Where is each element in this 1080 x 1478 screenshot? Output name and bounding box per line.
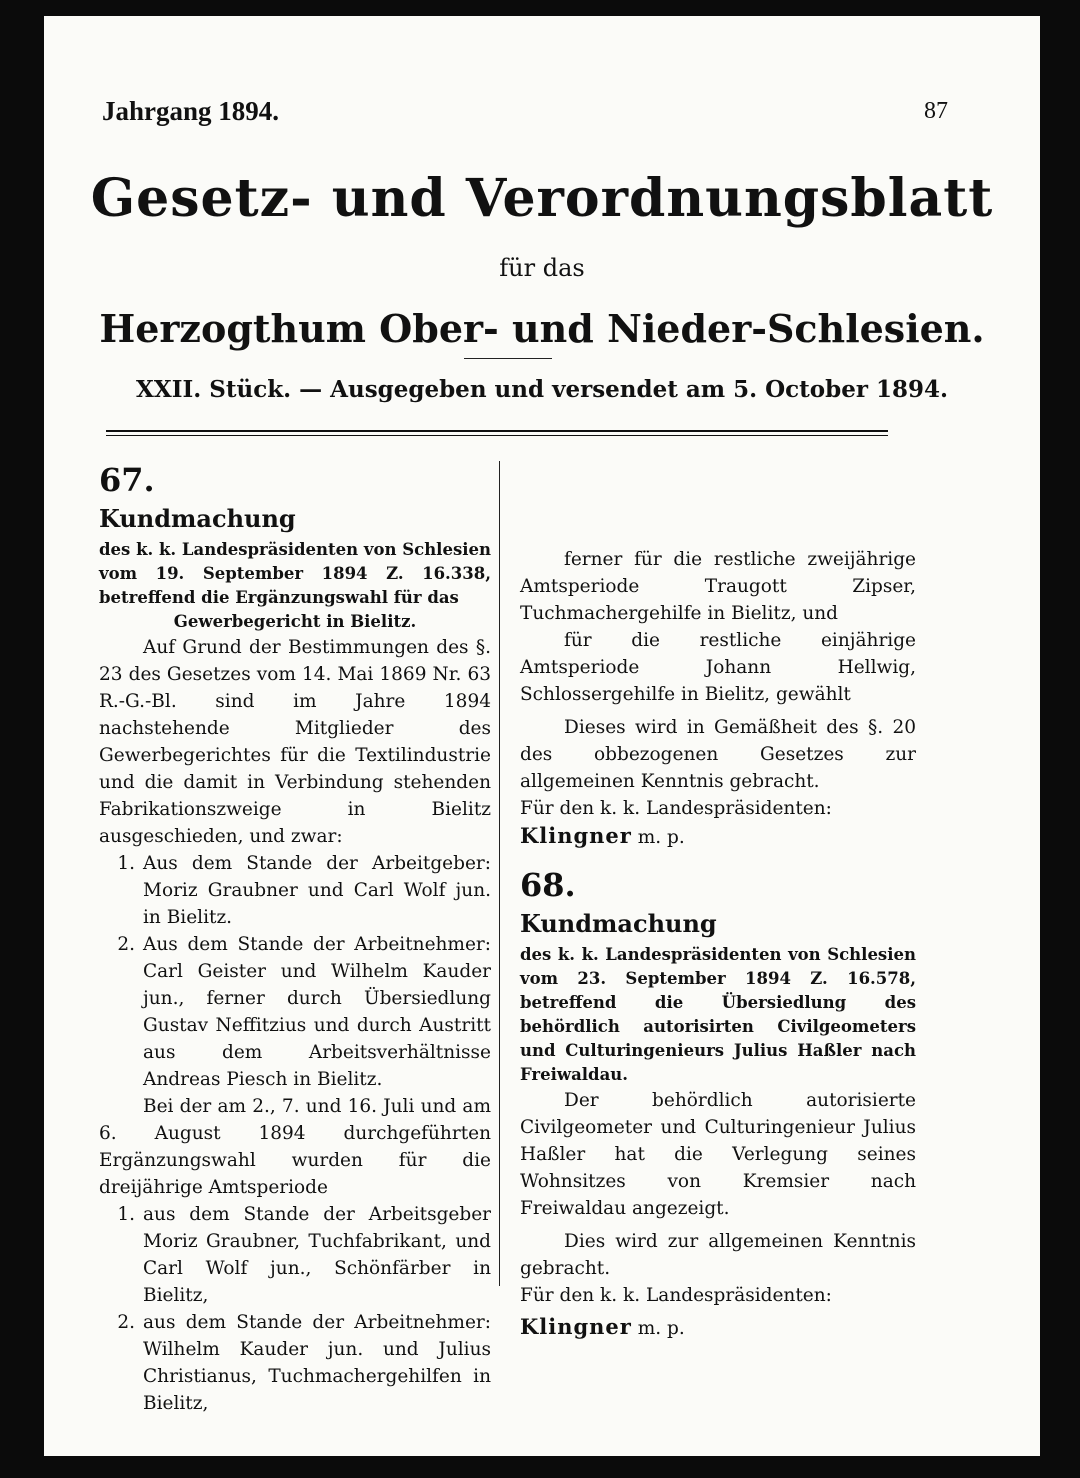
list-text: Aus dem Stande der Arbeitnehmer: Carl Geister und Wilhelm Kauder jun., ferner durch Übersiedlung Gustav Neffitzius und durch Austritt aus dem Arbeitsverhältnisse Andreas Piesch in Bielitz.: [143, 934, 491, 1090]
notice-68-paragraph-1: Der behördlich autorisierte Civilgeometer und Culturingenieur Julius Haßler hat die Verlegung seines Wohnsitzes von Kremsier nach Freiwaldau angezeigt.: [520, 1090, 916, 1219]
page-number: 87: [924, 98, 948, 124]
right-column: [520, 546, 916, 1342]
signature-suffix: m. p.: [637, 1318, 685, 1339]
notice-67-paragraph-1: Auf Grund der Bestimmungen des §. 23 des Gesetzes vom 14. Mai 1869 Nr. 63 R.-G.-Bl. sind im Jahre 1894 nachstehende Mitglieder des Gewerbegerichtes für die Textilindustrie und die damit in Verbindung stehenden Fabrikationszweige in Bielitz ausgeschieden, und zwar:: [99, 637, 491, 847]
notice-67-subtitle: [99, 538, 491, 634]
issue-line: XXII. Stück. — Ausgegeben und versendet am 5. October 1894.: [136, 376, 948, 403]
list-item: [99, 931, 491, 1093]
list-text: aus dem Stande der Arbeitnehmer: Wilhelm Kauder jun. und Julius Christianus, Tuchmachergehilfen in Bielitz,: [143, 1312, 491, 1414]
signature-name: Klingner: [520, 1314, 632, 1339]
notice-68-signature-for: Für den k. k. Landespräsidenten:: [520, 1285, 832, 1306]
header-rule-thick: [106, 430, 888, 432]
list-number: 1.: [117, 853, 135, 874]
list-number: 1.: [117, 1204, 135, 1225]
notice-67-number: 67.: [99, 461, 155, 499]
volume-year: Jahrgang 1894.: [102, 96, 280, 126]
list-number: 2.: [117, 1312, 135, 1333]
gazette-title: Gesetz- und Verordnungsblatt: [90, 168, 994, 229]
signature-name: Klingner: [520, 823, 632, 848]
notice-67-continuation-1: ferner für die restliche zweijährige Amtsperiode Traugott Zipser, Tuchmachergehilfe in Bielitz, und: [520, 549, 916, 624]
notice-67-subtitle-last: Gewerbegericht in Bielitz.: [173, 612, 417, 631]
title-connector: für das: [499, 254, 585, 282]
notice-67-paragraph-2: Bei der am 2., 7. und 16. Juli und am 6. August 1894 durchgeführten Ergänzungswahl wurden für die dreijährige Amtsperiode: [99, 1096, 491, 1198]
duchy-title: Herzogthum Ober- und Nieder-Schlesien.: [99, 306, 985, 351]
notice-67-paragraph-3: Dieses wird in Gemäßheit des §. 20 des obbezogenen Gesetzes zur allgemeinen Kenntnis gebracht.: [520, 717, 916, 792]
notice-67-signature-for: Für den k. k. Landespräsidenten:: [520, 798, 832, 819]
list-item: [99, 1309, 491, 1417]
notice-68-heading: Kundmachung: [520, 909, 717, 938]
notice-67-continuation-2: für die restliche einjährige Amtsperiode Johann Hellwig, Schlossergehilfe in Bielitz, gewählt: [520, 630, 916, 705]
notice-67-heading: Kundmachung: [99, 504, 296, 533]
column-divider: [499, 461, 500, 1286]
list-text: aus dem Stande der Arbeitsgeber Moriz Graubner, Tuchfabrikant, und Carl Wolf jun., Schönfärber in Bielitz,: [143, 1204, 491, 1306]
document-page: [44, 16, 1040, 1456]
header-rule-thin: [106, 435, 888, 436]
list-item: [99, 1201, 491, 1309]
notice-68-signature: [520, 1313, 916, 1342]
notice-67-signature: [520, 822, 916, 851]
notice-68-paragraph-2: Dies wird zur allgemeinen Kenntnis gebracht.: [520, 1231, 916, 1279]
list-number: 2.: [117, 934, 135, 955]
list-item: [99, 850, 491, 931]
short-divider: [464, 358, 552, 359]
notice-67-subtitle-main: des k. k. Landespräsidenten von Schlesien vom 19. September 1894 Z. 16.338, betreffend die Ergänzungswahl für das: [99, 540, 492, 607]
left-column: [99, 460, 491, 1417]
notice-68-number: 68.: [520, 866, 576, 904]
notice-68-subtitle: des k. k. Landespräsidenten von Schlesien vom 23. September 1894 Z. 16.578, betreffend die Übersiedlung des behördlich autorisirten Civilgeometers und Culturingenieurs Julius Haßler nach Freiwaldau.: [520, 945, 916, 1084]
signature-suffix: m. p.: [637, 827, 685, 848]
list-text: Aus dem Stande der Arbeitgeber: Moriz Graubner und Carl Wolf jun. in Bielitz.: [143, 853, 491, 928]
